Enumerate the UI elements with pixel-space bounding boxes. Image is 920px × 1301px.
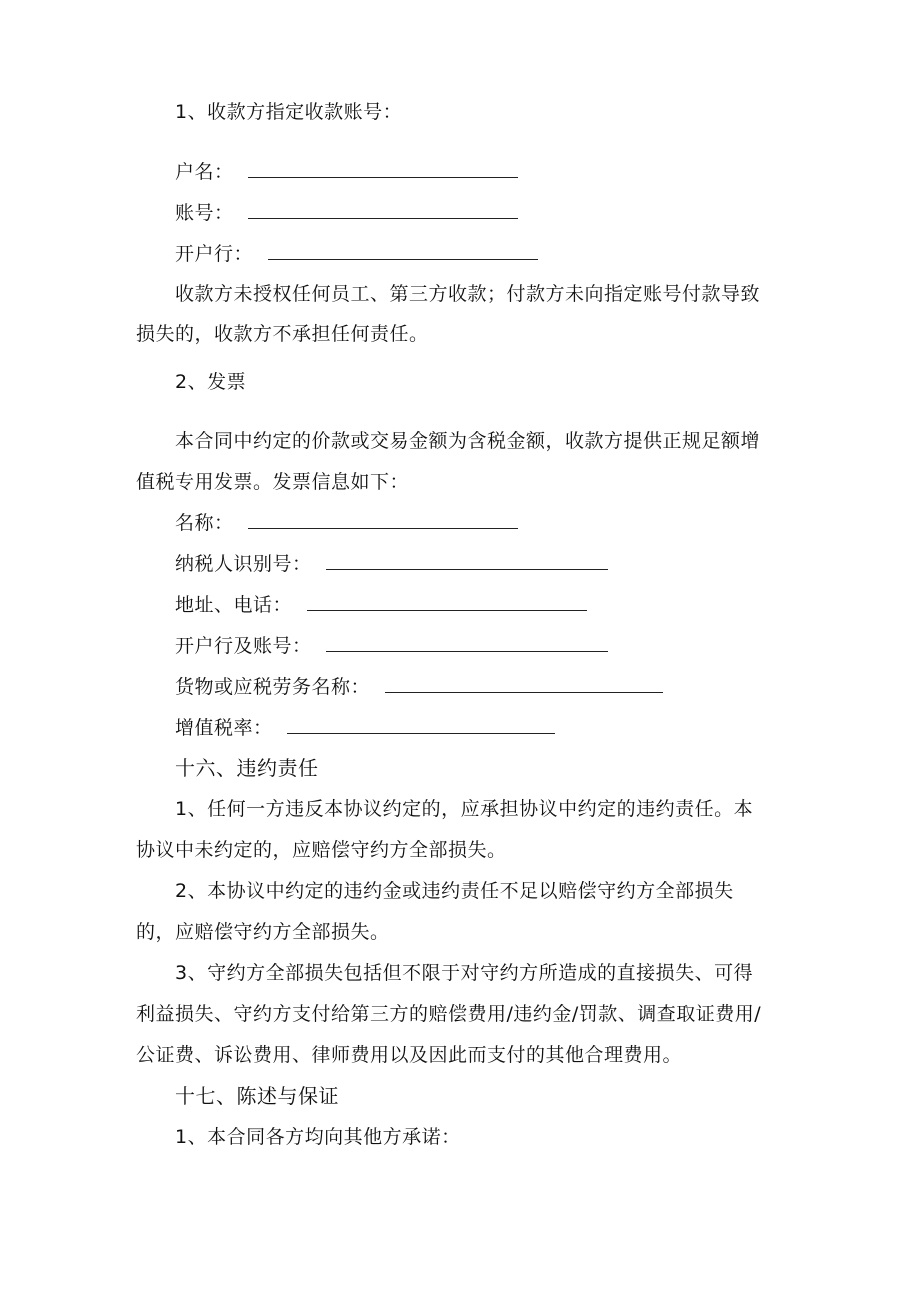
bank-label: 开户行： [175,243,254,265]
bank-field [175,241,538,266]
section16-item3-line1: 3、守约方全部损失包括但不限于对守约方所造成的直接损失、可得 [175,962,754,984]
address-phone-label: 地址、电话： [175,594,293,616]
vat-rate-field [175,715,555,740]
payee-notice-line2: 损失的，收款方不承担任何责任。 [136,323,429,345]
address-phone-field [175,592,587,617]
section16-item2-line1: 2、本协议中约定的违约金或违约责任不足以赔偿守约方全部损失 [175,880,734,902]
section16-item3-line3: 公证费、诉讼费用、律师费用以及因此而支付的其他合理费用。 [136,1044,683,1066]
invoice-desc-line2: 值税专用发票。发票信息如下： [136,471,410,493]
section16-item1-line1: 1、任何一方违反本协议约定的，应承担协议中约定的违约责任。本 [175,798,754,820]
goods-blank[interactable] [385,674,663,693]
goods-field [175,674,663,699]
vat-rate-label: 增值税率： [175,717,273,739]
bank-account-blank[interactable] [326,633,608,652]
section17-title: 十七、陈述与保证 [175,1084,339,1108]
invoice-name-field [175,510,518,535]
account-name-field [175,159,518,184]
section16-title: 十六、违约责任 [175,756,319,780]
section16-item2-line2: 的，应赔偿守约方全部损失。 [136,921,390,943]
bank-account-label: 开户行及账号： [175,635,312,657]
address-phone-blank[interactable] [307,592,587,611]
taxpayer-id-field [175,551,608,576]
invoice-title: 2、发票 [175,371,247,393]
bank-account-field [175,633,608,658]
bank-blank[interactable] [268,241,538,260]
account-number-blank[interactable] [248,200,518,219]
invoice-name-blank[interactable] [248,510,518,529]
account-number-field [175,200,518,225]
account-name-label: 户名： [175,161,234,183]
payee-account-title: 1、收款方指定收款账号： [175,101,403,123]
taxpayer-id-label: 纳税人识别号： [175,553,312,575]
section16-item1-line2: 协议中未约定的，应赔偿守约方全部损失。 [136,839,507,861]
account-number-label: 账号： [175,202,234,224]
payee-notice-line1: 收款方未授权任何员工、第三方收款；付款方未向指定账号付款导致 [175,283,761,305]
invoice-desc-line1: 本合同中约定的价款或交易金额为含税金额，收款方提供正规足额增 [175,430,761,452]
account-name-blank[interactable] [248,159,518,178]
vat-rate-blank[interactable] [287,715,555,734]
invoice-name-label: 名称： [175,512,234,534]
section16-item3-line2: 利益损失、守约方支付给第三方的赔偿费用/违约金/罚款、调查取证费用/ [136,1003,762,1025]
goods-label: 货物或应税劳务名称： [175,676,371,698]
taxpayer-id-blank[interactable] [326,551,608,570]
section17-item1: 1、本合同各方均向其他方承诺： [175,1126,461,1148]
